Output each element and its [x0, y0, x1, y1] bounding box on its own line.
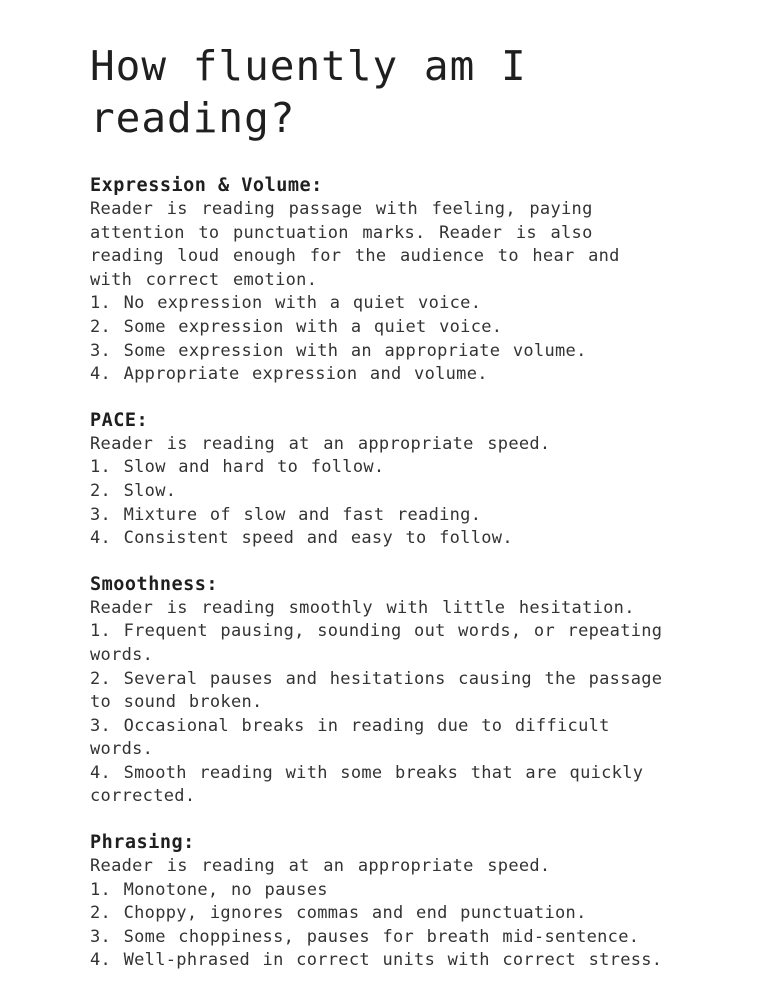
section-description: Reader is reading at an appropriate speed.: [90, 856, 551, 877]
rating-list: [90, 292, 690, 386]
rating-item: 1. Frequent pausing, sounding out words, or repeating words.: [90, 621, 663, 665]
rating-item: 4. Smooth reading with some breaks that are quickly corrected.: [90, 762, 644, 807]
rating-item: 3. Occasional breaks in reading due to difficult words.: [90, 715, 610, 760]
section-description: Reader is reading at an appropriate speed.: [90, 433, 551, 454]
section-description: Reader is reading passage with feeling, paying attention to punctuation marks. Reader is also reading loud enough for the audience to hear and with correct emotion.: [90, 199, 620, 290]
document-page: [90, 40, 690, 995]
rating-item: 4. Consistent speed and easy to follow.: [90, 528, 513, 549]
section-description: Reader is reading smoothly with little hesitation.: [90, 597, 635, 618]
section-heading: Smoothness:: [90, 573, 219, 595]
rating-item: 4. Well-phrased in correct units with correct stress.: [90, 950, 663, 971]
section-expression-volume: [90, 174, 690, 387]
section-phrasing: [90, 831, 690, 973]
rating-item: 1. Monotone, no pauses: [90, 879, 328, 900]
rating-item: 3. Some expression with an appropriate volume.: [90, 340, 587, 361]
page-title: How fluently am I reading?: [90, 42, 527, 142]
rating-item: 2. Slow.: [90, 480, 177, 501]
rating-item: 1. No expression with a quiet voice.: [90, 293, 482, 314]
rating-item: 3. Some choppiness, pauses for breath mid-sentence.: [90, 926, 640, 947]
section-pace: [90, 409, 690, 551]
rating-list: [90, 456, 690, 550]
rating-item: 2. Some expression with a quiet voice.: [90, 316, 503, 337]
section-heading: Expression & Volume:: [90, 175, 323, 196]
rating-list: [90, 620, 690, 809]
section-heading: PACE:: [90, 409, 149, 431]
rating-item: 1. Slow and hard to follow.: [90, 457, 385, 478]
rating-item: 2. Several pauses and hesitations causing the passage to sound broken.: [90, 668, 663, 713]
rating-item: 2. Choppy, ignores commas and end punctuation.: [90, 903, 587, 924]
rating-list: [90, 879, 690, 973]
rating-item: 4. Appropriate expression and volume.: [90, 364, 488, 385]
rating-item: 3. Mixture of slow and fast reading.: [90, 504, 482, 525]
section-smoothness: [90, 573, 690, 809]
section-heading: Phrasing:: [90, 832, 195, 854]
